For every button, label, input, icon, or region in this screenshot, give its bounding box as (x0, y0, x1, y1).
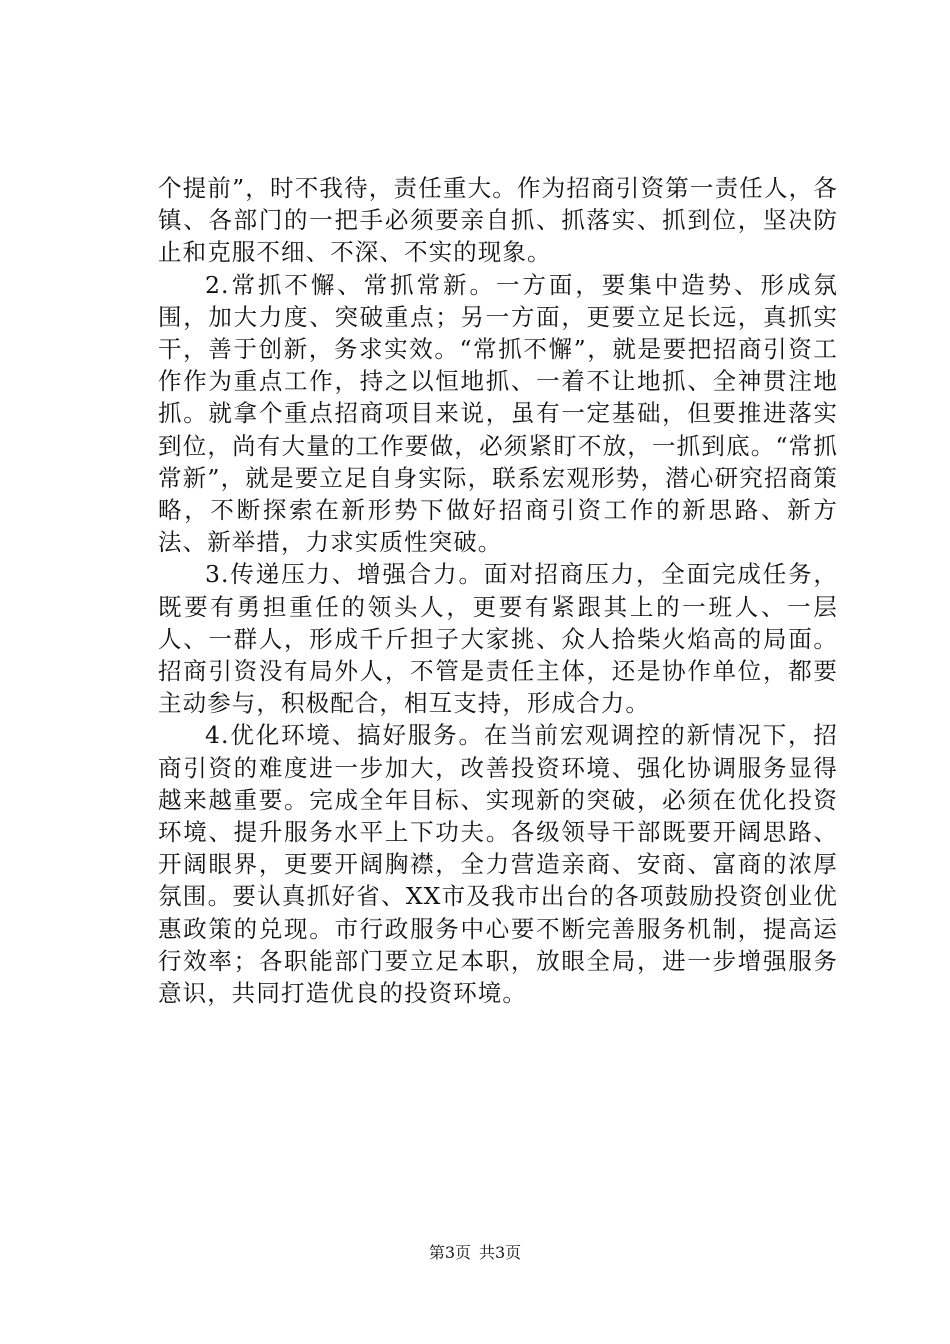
page-total: 共3页 (479, 1243, 522, 1262)
page-number: 第3页 (428, 1243, 471, 1262)
paragraph-continuation: 个提前”，时不我待，责任重大。作为招商引资第一责任人，各镇、各部门的一把手必须要亲自抓、抓落实、抓到位，坚决防止和克服不细、不深、不实的现象。 (158, 174, 838, 267)
paragraph-item-4: 4.优化环境、搞好服务。在当前宏观调控的新情况下，招商引资的难度进一步加大，改善投资环境、强化协调服务显得越来越重要。完成全年目标、实现新的突破，必须在优化投资环境、提升服务水平上下功夫。各级领导干部既要开阔思路、开阔眼界，更要开阔胸襟，全力营造亲商、安商、富商的浓厚氛围。要认真抓好省、XX市及我市出台的各项鼓励投资创业优惠政策的兑现。市行政服务中心要不断完善服务机制，提高运行效率；各职能部门要立足本职，放眼全局，进一步增强服务意识，共同打造优良的投资环境。 (158, 721, 838, 1008)
paragraph-item-3: 3.传递压力、增强合力。面对招商压力，全面完成任务，既要有勇担重任的领头人，更要有紧跟其上的一班人、一层人、一群人，形成千斤担子大家挑、众人拾柴火焰高的局面。招商引资没有局外人，不管是责任主体，还是协作单位，都要主动参与，积极配合，相互支持，形成合力。 (158, 560, 838, 718)
document-body (158, 172, 838, 1009)
page-footer (0, 1243, 950, 1263)
paragraph-item-2: 2.常抓不懈、常抓常新。一方面，要集中造势、形成氛围，加大力度、突破重点；另一方面，更要立足长远，真抓实干，善于创新，务求实效。“常抓不懈”，就是要把招商引资工作作为重点工作，持之以恒地抓、一着不让地抓、全神贯注地抓。就拿个重点招商项目来说，虽有一定基础，但要推进落实到位，尚有大量的工作要做，必须紧盯不放，一抓到底。“常抓常新”，就是要立足自身实际，联系宏观形势，潜心研究招商策略，不断探索在新形势下做好招商引资工作的新思路、新方法、新举措，力求实质性突破。 (158, 270, 838, 557)
